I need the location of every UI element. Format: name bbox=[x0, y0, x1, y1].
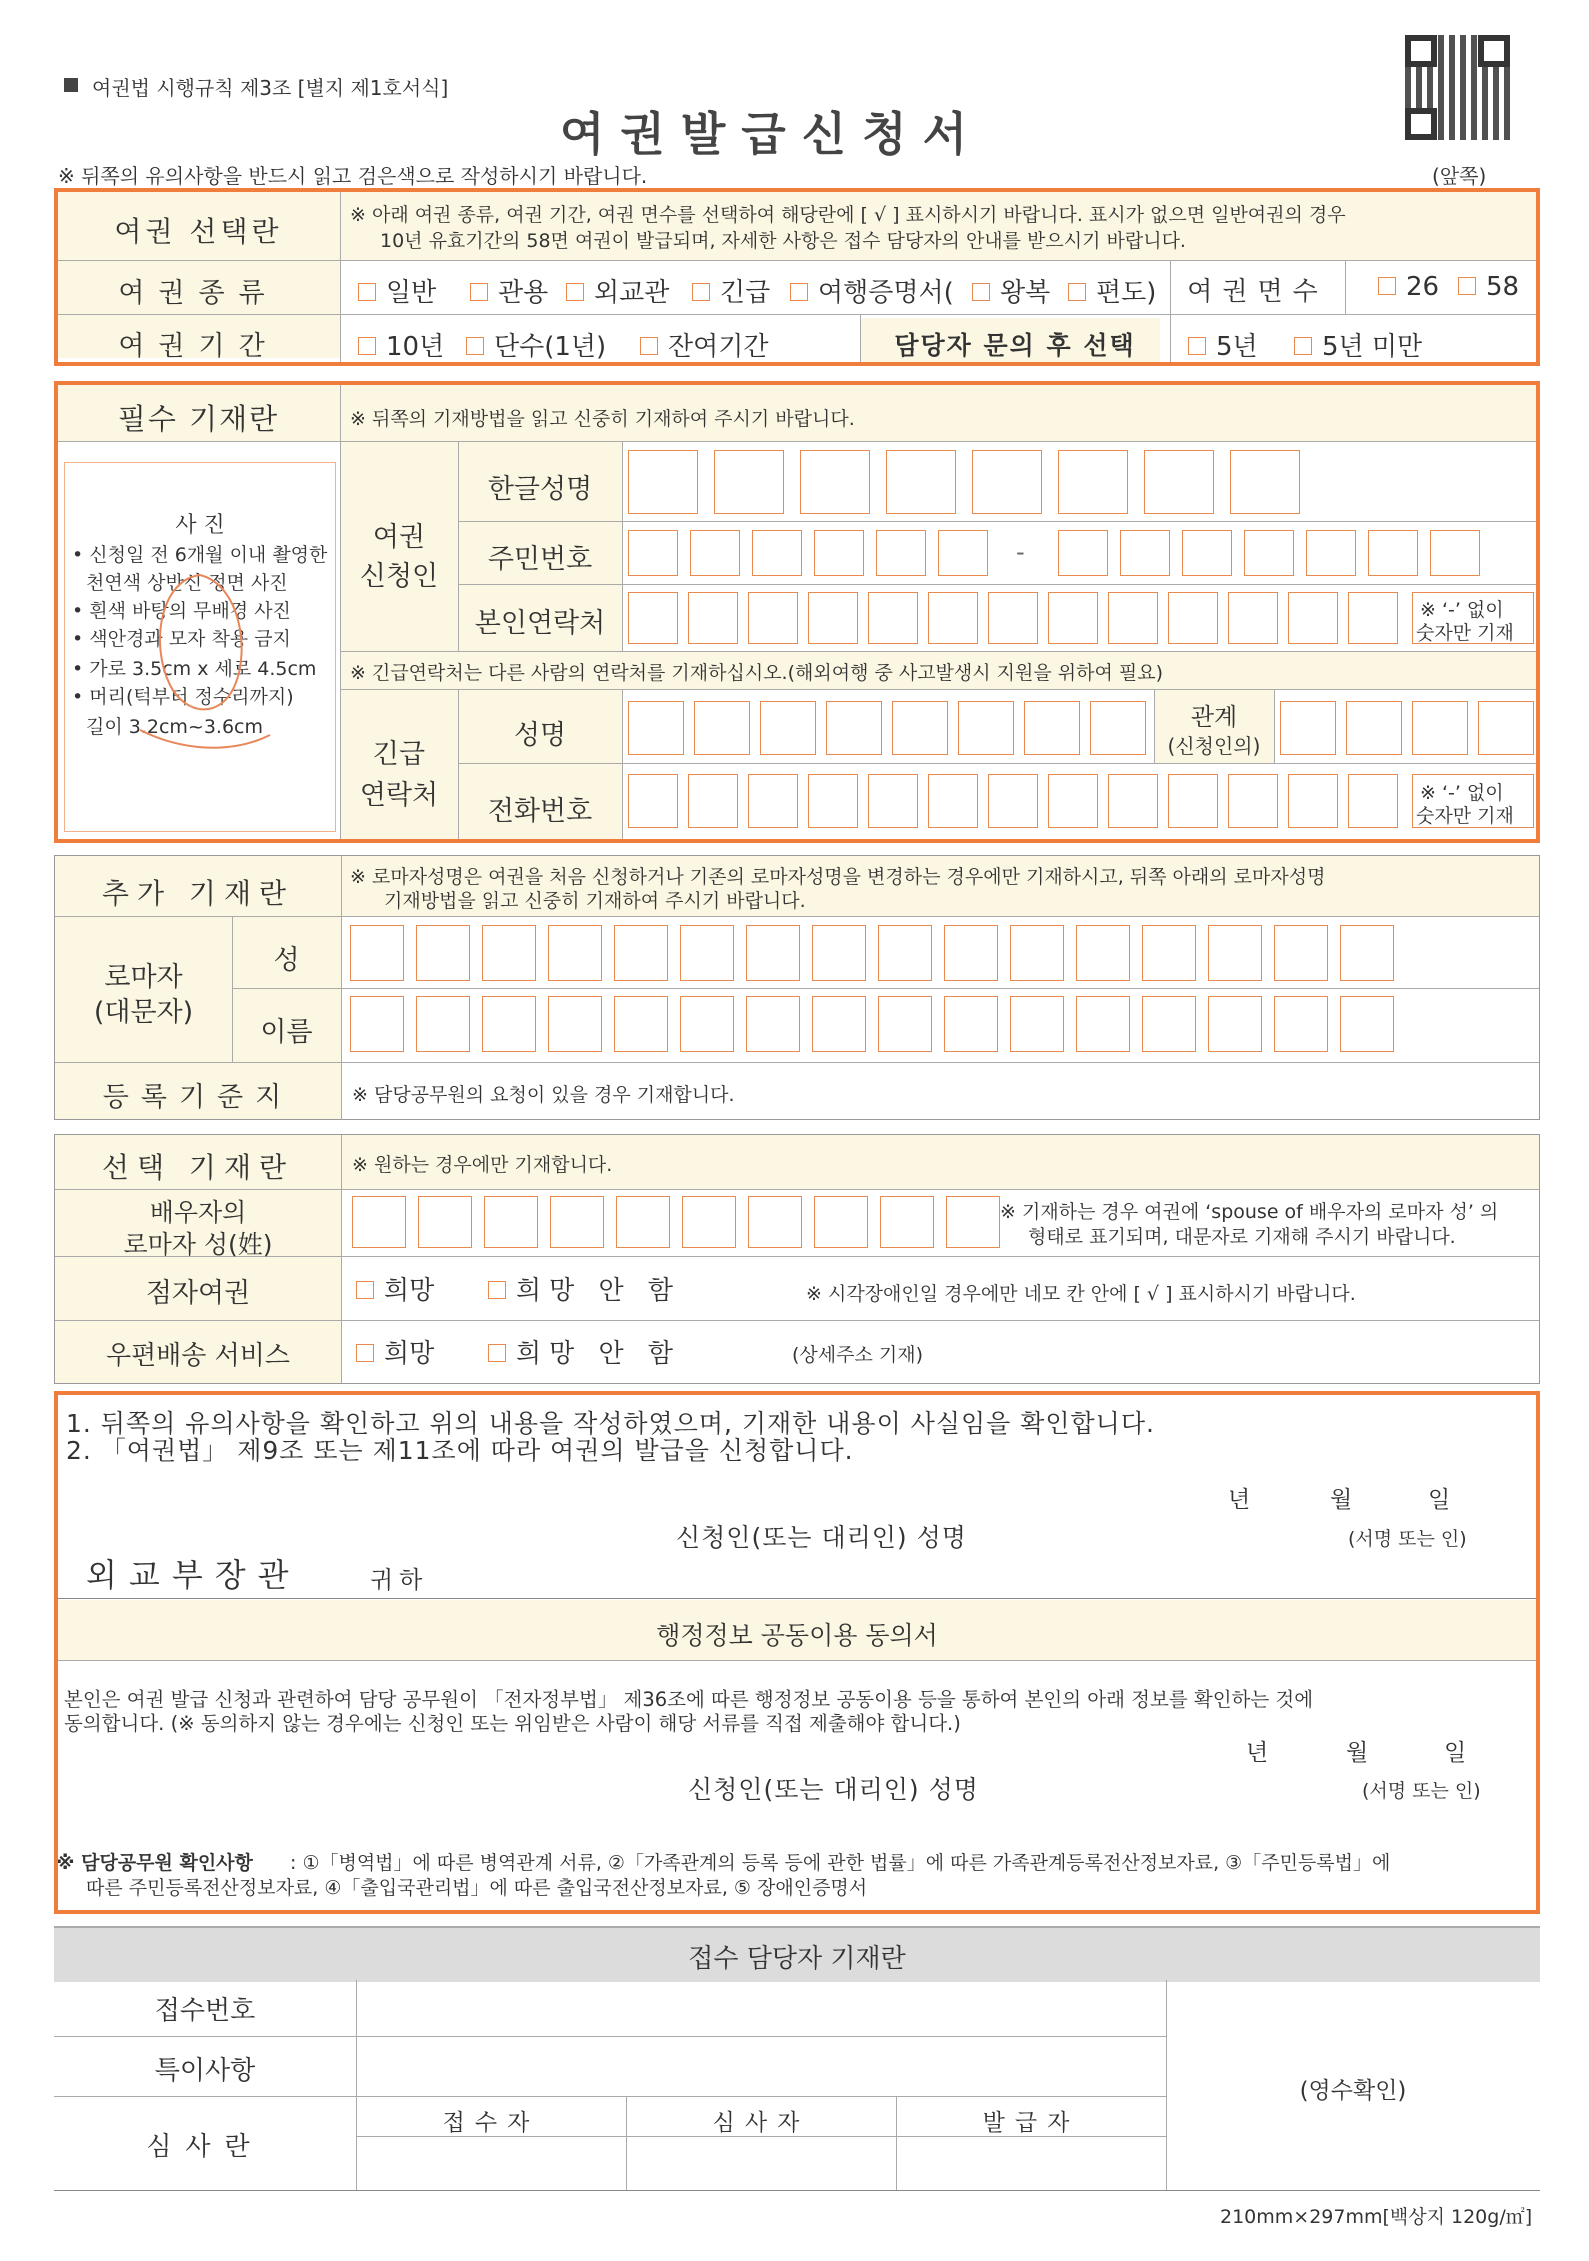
official-check-line2: 따른 주민등록전산정보자료, ④「출입국관리법」에 따른 출입국전산정보자료, ⑤ 장애인증명서 bbox=[86, 1877, 868, 1899]
surname-box[interactable] bbox=[1274, 925, 1328, 981]
checkbox[interactable] bbox=[356, 1344, 374, 1362]
declaration-line2: 2. 「여권법」 제9조 또는 제11조에 따라 여권의 발급을 신청합니다. bbox=[66, 1436, 854, 1465]
additional-section-label: 추가 기재란 bbox=[101, 877, 295, 910]
given-name-box[interactable] bbox=[1340, 996, 1394, 1052]
spouse-surname-box[interactable] bbox=[616, 1196, 670, 1248]
paper-spec: 210mm×297mm[백상지 120g/㎡] bbox=[1220, 2206, 1533, 2228]
period-option-10y[interactable]: 10년 bbox=[358, 326, 444, 363]
qr-code-icon bbox=[1405, 35, 1510, 140]
given-name-box[interactable] bbox=[1142, 996, 1196, 1052]
photo-guide-7: 길이 3.2cm~3.6cm bbox=[86, 716, 264, 738]
type-option-oneway[interactable]: 편도) bbox=[1068, 272, 1156, 309]
receipt-confirm-label: (영수확인) bbox=[1299, 2078, 1407, 2104]
period-option-remaining[interactable]: 잔여기간 bbox=[640, 326, 768, 363]
additional-note-line1: ※ 로마자성명은 여권을 처음 신청하거나 기존의 로마자성명을 변경하는 경우에만 기재하시고, 뒤쪽 아래의 로마자성명 bbox=[350, 866, 1326, 888]
emergency-name-label: 성명 bbox=[513, 720, 567, 751]
emergency-label-1: 긴급 bbox=[372, 739, 426, 770]
passport-select-note-line1: ※ 아래 여권 종류, 여권 기간, 여권 면수를 선택하여 해당란에 [ √ ] 표시하시기 바랍니다. 표시가 없으면 일반여권의 경우 bbox=[350, 204, 1346, 226]
postal-option-no[interactable]: 희망 안 함 bbox=[488, 1333, 681, 1370]
declaration-date-month: 월 bbox=[1330, 1487, 1353, 1513]
inquiry-option-5y[interactable]: 5년 bbox=[1188, 326, 1258, 363]
emergency-phone-label: 전화번호 bbox=[487, 796, 593, 827]
pages-option-58[interactable]: 58 bbox=[1458, 272, 1519, 302]
checkbox[interactable] bbox=[356, 1281, 374, 1299]
surname-label: 성 bbox=[273, 945, 300, 976]
legal-ref-marker-icon bbox=[64, 78, 78, 92]
surname-box[interactable] bbox=[350, 925, 404, 981]
receipt-number-label: 접수번호 bbox=[154, 1996, 256, 2026]
given-name-box[interactable] bbox=[350, 996, 404, 1052]
addressee-honorific: 귀하 bbox=[370, 1566, 429, 1594]
reviewer-label: 심사자 bbox=[712, 2110, 810, 2136]
given-name-box[interactable] bbox=[482, 996, 536, 1052]
reception-title: 접수 담당자 기재란 bbox=[688, 1944, 906, 1974]
additional-note-line2: 기재방법을 읽고 신중히 기재하여 주시기 바랍니다. bbox=[384, 890, 806, 912]
pages-option-26[interactable]: 26 bbox=[1378, 272, 1439, 302]
no-dash-note-2: 숫자만 기재 bbox=[1416, 805, 1514, 827]
type-option-travel-cert[interactable]: 여행증명서( bbox=[790, 272, 954, 309]
spouse-label-2: 로마자 성(姓) bbox=[123, 1230, 273, 1259]
given-name-box[interactable] bbox=[944, 996, 998, 1052]
photo-guide-3: • 흰색 바탕의 무배경 사진 bbox=[72, 600, 291, 622]
spouse-surname-box[interactable] bbox=[352, 1196, 406, 1248]
no-dash-note-2: 숫자만 기재 bbox=[1416, 622, 1514, 644]
surname-box[interactable] bbox=[1142, 925, 1196, 981]
spouse-surname-box[interactable] bbox=[880, 1196, 934, 1248]
front-side-label: (앞쪽) bbox=[1432, 164, 1487, 188]
consent-signer-label: 신청인(또는 대리인) 성명 bbox=[688, 1775, 979, 1804]
spouse-surname-box[interactable] bbox=[682, 1196, 736, 1248]
period-option-single[interactable]: 단수(1년) bbox=[466, 326, 606, 363]
photo-guide-1: • 신청일 전 6개월 이내 촬영한 bbox=[72, 544, 328, 566]
spouse-note-line2: 형태로 표기되며, 대문자로 기재해 주시기 바랍니다. bbox=[1028, 1226, 1456, 1248]
declaration-date-day: 일 bbox=[1428, 1487, 1451, 1513]
surname-box[interactable] bbox=[944, 925, 998, 981]
resident-number-label: 주민번호 bbox=[487, 544, 593, 575]
type-option-emergency[interactable]: 긴급 bbox=[692, 272, 770, 309]
declaration-sign-note: (서명 또는 인) bbox=[1348, 1528, 1467, 1550]
korean-name-label: 한글성명 bbox=[487, 474, 593, 505]
roman-label-2: (대문자) bbox=[93, 997, 194, 1028]
emergency-label-2: 연락처 bbox=[359, 780, 439, 811]
optional-section-label: 선택 기재란 bbox=[101, 1151, 295, 1184]
consent-title: 행정정보 공동이용 동의서 bbox=[656, 1621, 938, 1650]
postal-note: (상세주소 기재) bbox=[792, 1344, 923, 1366]
postal-option-yes[interactable]: 희망 bbox=[356, 1333, 434, 1370]
surname-box[interactable] bbox=[1208, 925, 1262, 981]
surname-box[interactable] bbox=[1076, 925, 1130, 981]
photo-guide-4: • 색안경과 모자 착용 금지 bbox=[72, 628, 291, 650]
passport-type-label: 여권종류 bbox=[118, 278, 279, 309]
passport-pages-label: 여권면수 bbox=[1187, 277, 1328, 307]
official-check-label: ※ 담당공무원 확인사항 bbox=[56, 1852, 253, 1874]
spouse-surname-box[interactable] bbox=[748, 1196, 802, 1248]
given-name-box[interactable] bbox=[680, 996, 734, 1052]
given-name-box[interactable] bbox=[1274, 996, 1328, 1052]
checkbox[interactable] bbox=[488, 1281, 506, 1299]
remarks-label: 특이사항 bbox=[154, 2056, 256, 2086]
surname-box[interactable] bbox=[812, 925, 866, 981]
braille-passport-label: 점자여권 bbox=[145, 1278, 251, 1309]
surname-box[interactable] bbox=[746, 925, 800, 981]
domicile-label: 등록기준지 bbox=[102, 1082, 294, 1113]
braille-option-no[interactable]: 희망 안 함 bbox=[488, 1270, 681, 1307]
surname-box[interactable] bbox=[416, 925, 470, 981]
surname-box[interactable] bbox=[614, 925, 668, 981]
spouse-surname-box[interactable] bbox=[550, 1196, 604, 1248]
applicant-label-2: 신청인 bbox=[359, 561, 439, 592]
declaration-signer-label: 신청인(또는 대리인) 성명 bbox=[676, 1523, 967, 1552]
given-name-box[interactable] bbox=[746, 996, 800, 1052]
declaration-date-year: 년 bbox=[1228, 1487, 1251, 1513]
review-label: 심사란 bbox=[146, 2132, 264, 2162]
resident-number-dash: - bbox=[1016, 538, 1025, 566]
given-name-box[interactable] bbox=[548, 996, 602, 1052]
contact-label: 본인연락처 bbox=[474, 608, 606, 639]
inquiry-select-label: 담당자 문의 후 선택 bbox=[894, 331, 1136, 360]
receiver-label: 접수자 bbox=[442, 2110, 540, 2136]
required-note: ※ 뒤쪽의 기재방법을 읽고 신중히 기재하여 주시기 바랍니다. bbox=[350, 408, 855, 430]
relation-label: 관계 bbox=[1190, 703, 1238, 731]
instruction-notice: ※ 뒤쪽의 유의사항을 반드시 읽고 검은색으로 작성하시기 바랍니다. bbox=[58, 164, 648, 188]
surname-box[interactable] bbox=[878, 925, 932, 981]
postal-service-label: 우편배송 서비스 bbox=[105, 1341, 291, 1371]
declaration-consent-section bbox=[54, 1391, 1540, 1914]
surname-box[interactable] bbox=[1340, 925, 1394, 981]
consent-date-day: 일 bbox=[1444, 1740, 1467, 1766]
surname-box[interactable] bbox=[680, 925, 734, 981]
type-option-diplomat[interactable]: 외교관 bbox=[566, 272, 669, 309]
spouse-surname-box[interactable] bbox=[484, 1196, 538, 1248]
type-option-official[interactable]: 관용 bbox=[470, 272, 548, 309]
passport-select-label: 여권 선택란 bbox=[114, 215, 283, 248]
given-name-box[interactable] bbox=[878, 996, 932, 1052]
type-option-roundtrip[interactable]: 왕복 bbox=[972, 272, 1050, 309]
emergency-note: ※ 긴급연락처는 다른 사람의 연락처를 기재하십시오.(해외여행 중 사고발생시 지원을 위하여 필요) bbox=[350, 662, 1163, 684]
given-name-box[interactable] bbox=[416, 996, 470, 1052]
legal-reference: 여권법 시행규칙 제3조 [별지 제1호서식] bbox=[92, 76, 449, 100]
applicant-label-1: 여권 bbox=[372, 522, 426, 553]
given-name-box[interactable] bbox=[1208, 996, 1262, 1052]
passport-select-note-line2: 10년 유효기간의 58면 여권이 발급되며, 자세한 사항은 접수 담당자의 안내를 받으시기 바랍니다. bbox=[380, 230, 1186, 252]
passport-period-label: 여권기간 bbox=[118, 331, 279, 362]
given-name-label: 이름 bbox=[260, 1017, 313, 1048]
addressee: 외교부장관 bbox=[86, 1556, 301, 1594]
official-check-line1: : ①「병역법」에 따른 병역관계 서류, ②「가족관계의 등록 등에 관한 법률」에 따른 가족관계등록전산정보자료, ③「주민등록법」에 bbox=[290, 1852, 1391, 1874]
spouse-surname-box[interactable] bbox=[814, 1196, 868, 1248]
given-name-box[interactable] bbox=[1076, 996, 1130, 1052]
consent-date-year: 년 bbox=[1246, 1740, 1269, 1766]
consent-date-month: 월 bbox=[1346, 1740, 1369, 1766]
photo-guide-6: • 머리(턱부터 정수리까지) bbox=[72, 686, 294, 708]
given-name-box[interactable] bbox=[614, 996, 668, 1052]
issuer-label: 발급자 bbox=[982, 2110, 1080, 2136]
checkbox[interactable] bbox=[488, 1344, 506, 1362]
spouse-label-1: 배우자의 bbox=[149, 1198, 247, 1227]
spouse-note-line1: ※ 기재하는 경우 여권에 ‘spouse of 배우자의 로마자 성’ 의 bbox=[1000, 1201, 1499, 1223]
passport-select-section bbox=[54, 188, 1540, 366]
photo-guide-5: • 가로 3.5cm x 세로 4.5cm bbox=[72, 658, 317, 680]
domicile-note: ※ 담당공무원의 요청이 있을 경우 기재합니다. bbox=[352, 1084, 735, 1106]
declaration-line1: 1. 뒤쪽의 유의사항을 확인하고 위의 내용을 작성하였으며, 기재한 내용이 사실임을 확인합니다. bbox=[66, 1409, 1155, 1438]
consent-sign-note: (서명 또는 인) bbox=[1362, 1780, 1481, 1802]
consent-line2: 동의합니다. (※ 동의하지 않는 경우에는 신청인 또는 위임받은 사람이 해당 서류를 직접 제출해야 합니다.) bbox=[64, 1712, 961, 1735]
spouse-surname-box[interactable] bbox=[946, 1196, 1000, 1248]
braille-note: ※ 시각장애인일 경우에만 네모 칸 안에 [ √ ] 표시하시기 바랍니다. bbox=[806, 1283, 1356, 1305]
surname-box[interactable] bbox=[482, 925, 536, 981]
optional-note: ※ 원하는 경우에만 기재합니다. bbox=[352, 1154, 613, 1176]
page-title: 여권발급신청서 bbox=[560, 107, 984, 161]
spouse-surname-box[interactable] bbox=[418, 1196, 472, 1248]
consent-line1: 본인은 여권 발급 신청과 관련하여 담당 공무원이 「전자정부법」 제36조에 따른 행정정보 공동이용 등을 통하여 본인의 아래 정보를 확인하는 것에 bbox=[64, 1688, 1314, 1711]
relation-sub-label: (신청인의) bbox=[1167, 734, 1261, 758]
photo-title: 사 진 bbox=[175, 513, 225, 538]
no-dash-note-1: ※ ‘-’ 없이 bbox=[1420, 782, 1504, 804]
inquiry-option-under-5y[interactable]: 5년 미만 bbox=[1294, 326, 1422, 363]
required-section bbox=[54, 381, 1540, 843]
type-option-general[interactable]: 일반 bbox=[358, 272, 436, 309]
surname-box[interactable] bbox=[1010, 925, 1064, 981]
given-name-box[interactable] bbox=[1010, 996, 1064, 1052]
given-name-box[interactable] bbox=[812, 996, 866, 1052]
braille-option-yes[interactable]: 희망 bbox=[356, 1270, 434, 1307]
required-section-label: 필수 기재란 bbox=[117, 402, 280, 436]
photo-guide-2: 천연색 상반신 정면 사진 bbox=[86, 572, 288, 594]
no-dash-note-1: ※ ‘-’ 없이 bbox=[1420, 599, 1504, 621]
roman-label-1: 로마자 bbox=[104, 962, 183, 993]
surname-box[interactable] bbox=[548, 925, 602, 981]
